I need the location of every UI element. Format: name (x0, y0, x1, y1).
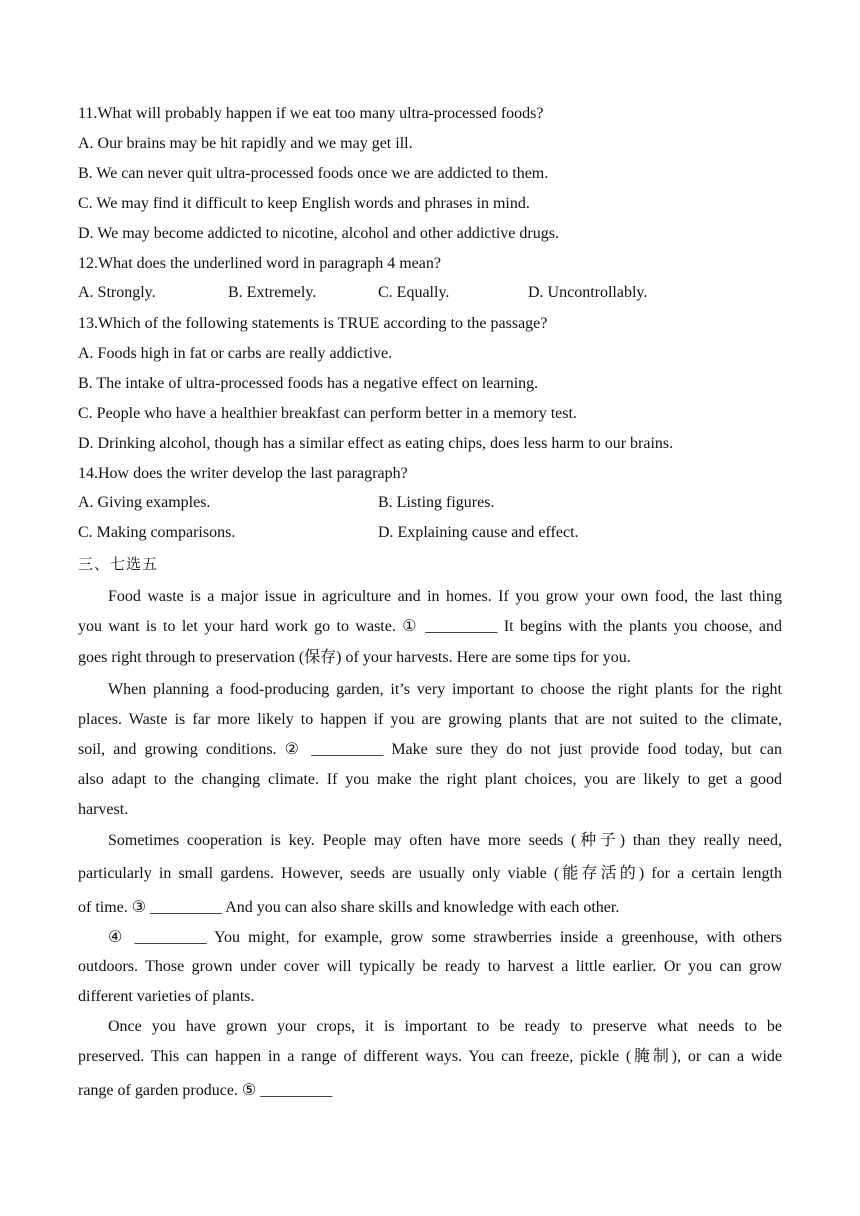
question-12-option-a: A. Strongly. (78, 284, 156, 301)
paragraph-1-line-2: you want is to let your hard work go to waste. ① _________ It begins with the plants you choose, and (78, 618, 782, 635)
paragraph-4-line-2: outdoors. Those grown under cover will typically be ready to harvest a little earlier. Or you can grow (78, 958, 782, 975)
question-14-option-c: C. Making comparisons. (78, 524, 236, 541)
question-14-option-a: A. Giving examples. (78, 494, 211, 511)
question-11-stem: 11.What will probably happen if we eat too many ultra-processed foods? (78, 105, 544, 122)
paragraph-2-line-2: places. Waste is far more likely to happen if you are growing plants that are not suited to the climate, (78, 711, 782, 728)
question-11-option-c: C. We may find it difficult to keep English words and phrases in mind. (78, 195, 530, 212)
paragraph-1-line-1: Food waste is a major issue in agriculture and in homes. If you grow your own food, the last thing (108, 588, 782, 605)
paragraph-3-line-3: of time. ③ _________ And you can also share skills and knowledge with each other. (78, 899, 620, 916)
question-13-option-b: B. The intake of ultra-processed foods has a negative effect on learning. (78, 375, 539, 392)
question-11-option-b: B. We can never quit ultra-processed foods once we are addicted to them. (78, 165, 549, 182)
paragraph-2-line-4: also adapt to the changing climate. If you make the right plant choices, you are likely to get a good (78, 771, 782, 788)
question-13-stem: 13.Which of the following statements is TRUE according to the passage? (78, 315, 548, 332)
question-12-option-b: B. Extremely. (228, 284, 317, 301)
paragraph-5-line-1: Once you have grown your crops, it is important to be ready to preserve what needs to be (108, 1018, 782, 1035)
question-13-option-d: D. Drinking alcohol, though has a similar effect as eating chips, does less harm to our brains. (78, 435, 674, 452)
paragraph-1-line-3: goes right through to preservation (保存) of your harvests. Here are some tips for you. (78, 649, 631, 666)
question-12-stem: 12.What does the underlined word in paragraph 4 mean? (78, 255, 441, 272)
paragraph-5-line-3: range of garden produce. ⑤ _________ (78, 1082, 333, 1099)
paragraph-4-line-3: different varieties of plants. (78, 988, 255, 1005)
question-14-option-d: D. Explaining cause and effect. (378, 524, 579, 541)
question-11-option-d: D. We may become addicted to nicotine, alcohol and other addictive drugs. (78, 225, 559, 242)
question-13-option-a: A. Foods high in fat or carbs are really addictive. (78, 345, 393, 362)
question-14-option-b: B. Listing figures. (378, 494, 495, 511)
paragraph-2-line-1: When planning a food-producing garden, it’s very important to choose the right plants for the right (108, 681, 782, 698)
paragraph-2-line-5: harvest. (78, 801, 129, 818)
section-heading: 三、七选五 (78, 555, 159, 573)
paragraph-4-line-1: ④ _________ You might, for example, grow some strawberries inside a greenhouse, with others (108, 929, 782, 946)
paragraph-3-line-1: Sometimes cooperation is key. People may often have more seeds (种子) than they really need, (108, 832, 782, 849)
question-12-option-d: D. Uncontrollably. (528, 284, 648, 301)
paragraph-5-line-2: preserved. This can happen in a range of different ways. You can freeze, pickle (腌制), or can a wide (78, 1048, 782, 1065)
question-12-option-c: C. Equally. (378, 284, 450, 301)
question-11-option-a: A. Our brains may be hit rapidly and we may get ill. (78, 135, 413, 152)
paragraph-3-line-2: particularly in small gardens. However, seeds are usually only viable (能存活的) for a certain length (78, 865, 782, 882)
question-14-stem: 14.How does the writer develop the last paragraph? (78, 465, 408, 482)
paragraph-2-line-3: soil, and growing conditions. ② _________ Make sure they do not just provide food today, but can (78, 741, 782, 758)
question-13-option-c: C. People who have a healthier breakfast can perform better in a memory test. (78, 405, 577, 422)
